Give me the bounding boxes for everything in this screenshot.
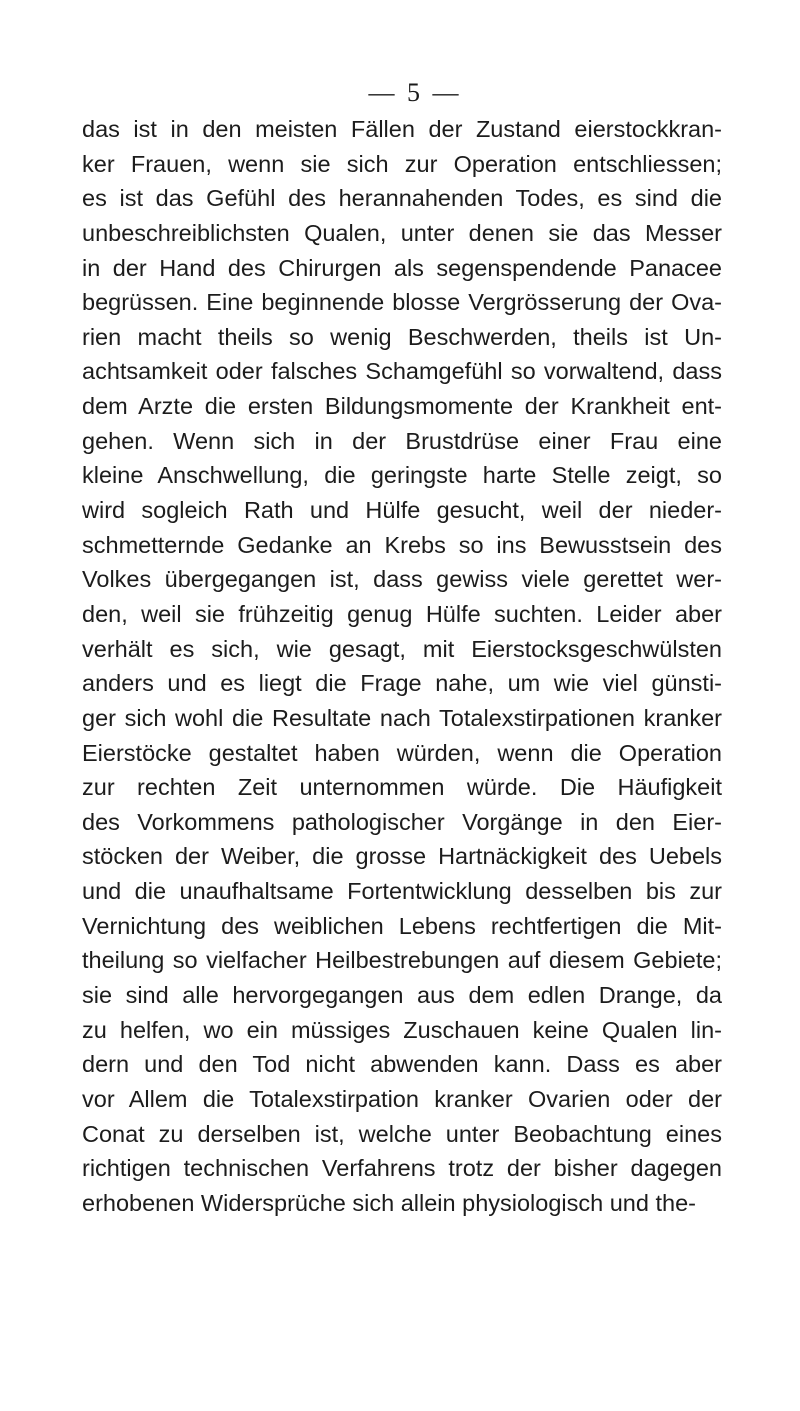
text-line: stöcken der Weiber, die grosse Hartnäckigkeit des Uebels bbox=[82, 843, 722, 870]
text-line: Conat zu derselben ist, welche unter Beobachtung eines bbox=[82, 1120, 722, 1147]
text-line: zu helfen, wo ein müssiges Zuschauen keine Qualen lin- bbox=[82, 1016, 722, 1043]
text-line: achtsamkeit oder falsches Schamgefühl so vorwaltend, dass bbox=[82, 358, 722, 385]
text-line: kleine Anschwellung, die geringste harte Stelle zeigt, so bbox=[82, 462, 722, 489]
text-line: gehen. Wenn sich in der Brustdrüse einer Frau eine bbox=[82, 427, 722, 454]
text-line: Vernichtung des weiblichen Lebens rechtfertigen die Mit- bbox=[82, 912, 722, 939]
text-line: dern und den Tod nicht abwenden kann. Dass es aber bbox=[82, 1051, 722, 1078]
text-line: richtigen technischen Verfahrens trotz der bisher dagegen bbox=[82, 1155, 722, 1182]
text-line: rien macht theils so wenig Beschwerden, theils ist Un- bbox=[82, 323, 722, 350]
text-line: sie sind alle hervorgegangen aus dem edlen Drange, da bbox=[82, 982, 722, 1009]
text-line: vor Allem die Totalexstirpation kranker Ovarien oder der bbox=[82, 1085, 722, 1112]
text-line: in der Hand des Chirurgen als segenspendende Panacee bbox=[82, 254, 722, 281]
text-line: unbeschreiblichsten Qualen, unter denen sie das Messer bbox=[82, 219, 722, 246]
text-line: begrüssen. Eine beginnende blosse Vergrösserung der Ova- bbox=[82, 289, 722, 316]
text-line: ker Frauen, wenn sie sich zur Operation entschliessen; bbox=[82, 150, 722, 177]
text-line: anders und es liegt die Frage nahe, um wie viel günsti- bbox=[82, 670, 722, 697]
text-line: ger sich wohl die Resultate nach Totalexstirpationen kranker bbox=[82, 704, 722, 731]
text-line: dem Arzte die ersten Bildungsmomente der Krankheit ent- bbox=[82, 393, 722, 420]
text-line: des Vorkommens pathologischer Vorgänge in den Eier- bbox=[82, 808, 722, 835]
text-line: das ist in den meisten Fällen der Zustand eierstockkran- bbox=[82, 116, 722, 142]
text-line: den, weil sie frühzeitig genug Hülfe suchten. Leider aber bbox=[82, 600, 722, 627]
text-line: verhält es sich, wie gesagt, mit Eierstocksgeschwülsten bbox=[82, 635, 722, 662]
text-line: Volkes übergegangen ist, dass gewiss viele gerettet wer- bbox=[82, 566, 722, 593]
text-line: und die unaufhaltsame Fortentwicklung desselben bis zur bbox=[82, 878, 722, 905]
text-line: Eierstöcke gestaltet haben würden, wenn die Operation bbox=[82, 739, 722, 766]
text-line: es ist das Gefühl des herannahenden Todes, es sind die bbox=[82, 185, 722, 212]
page-number: — 5 — bbox=[368, 78, 462, 107]
body-text bbox=[82, 112, 722, 1221]
text-line: wird sogleich Rath und Hülfe gesucht, weil der nieder- bbox=[82, 497, 722, 524]
text-line: schmetternde Gedanke an Krebs so ins Bewusstsein des bbox=[82, 531, 722, 558]
text-line: erhobenen Widersprüche sich allein physiologisch und the- bbox=[82, 1189, 696, 1216]
text-line: zur rechten Zeit unternommen würde. Die Häufigkeit bbox=[82, 774, 722, 801]
text-line: theilung so vielfacher Heilbestrebungen auf diesem Gebiete; bbox=[82, 947, 722, 974]
